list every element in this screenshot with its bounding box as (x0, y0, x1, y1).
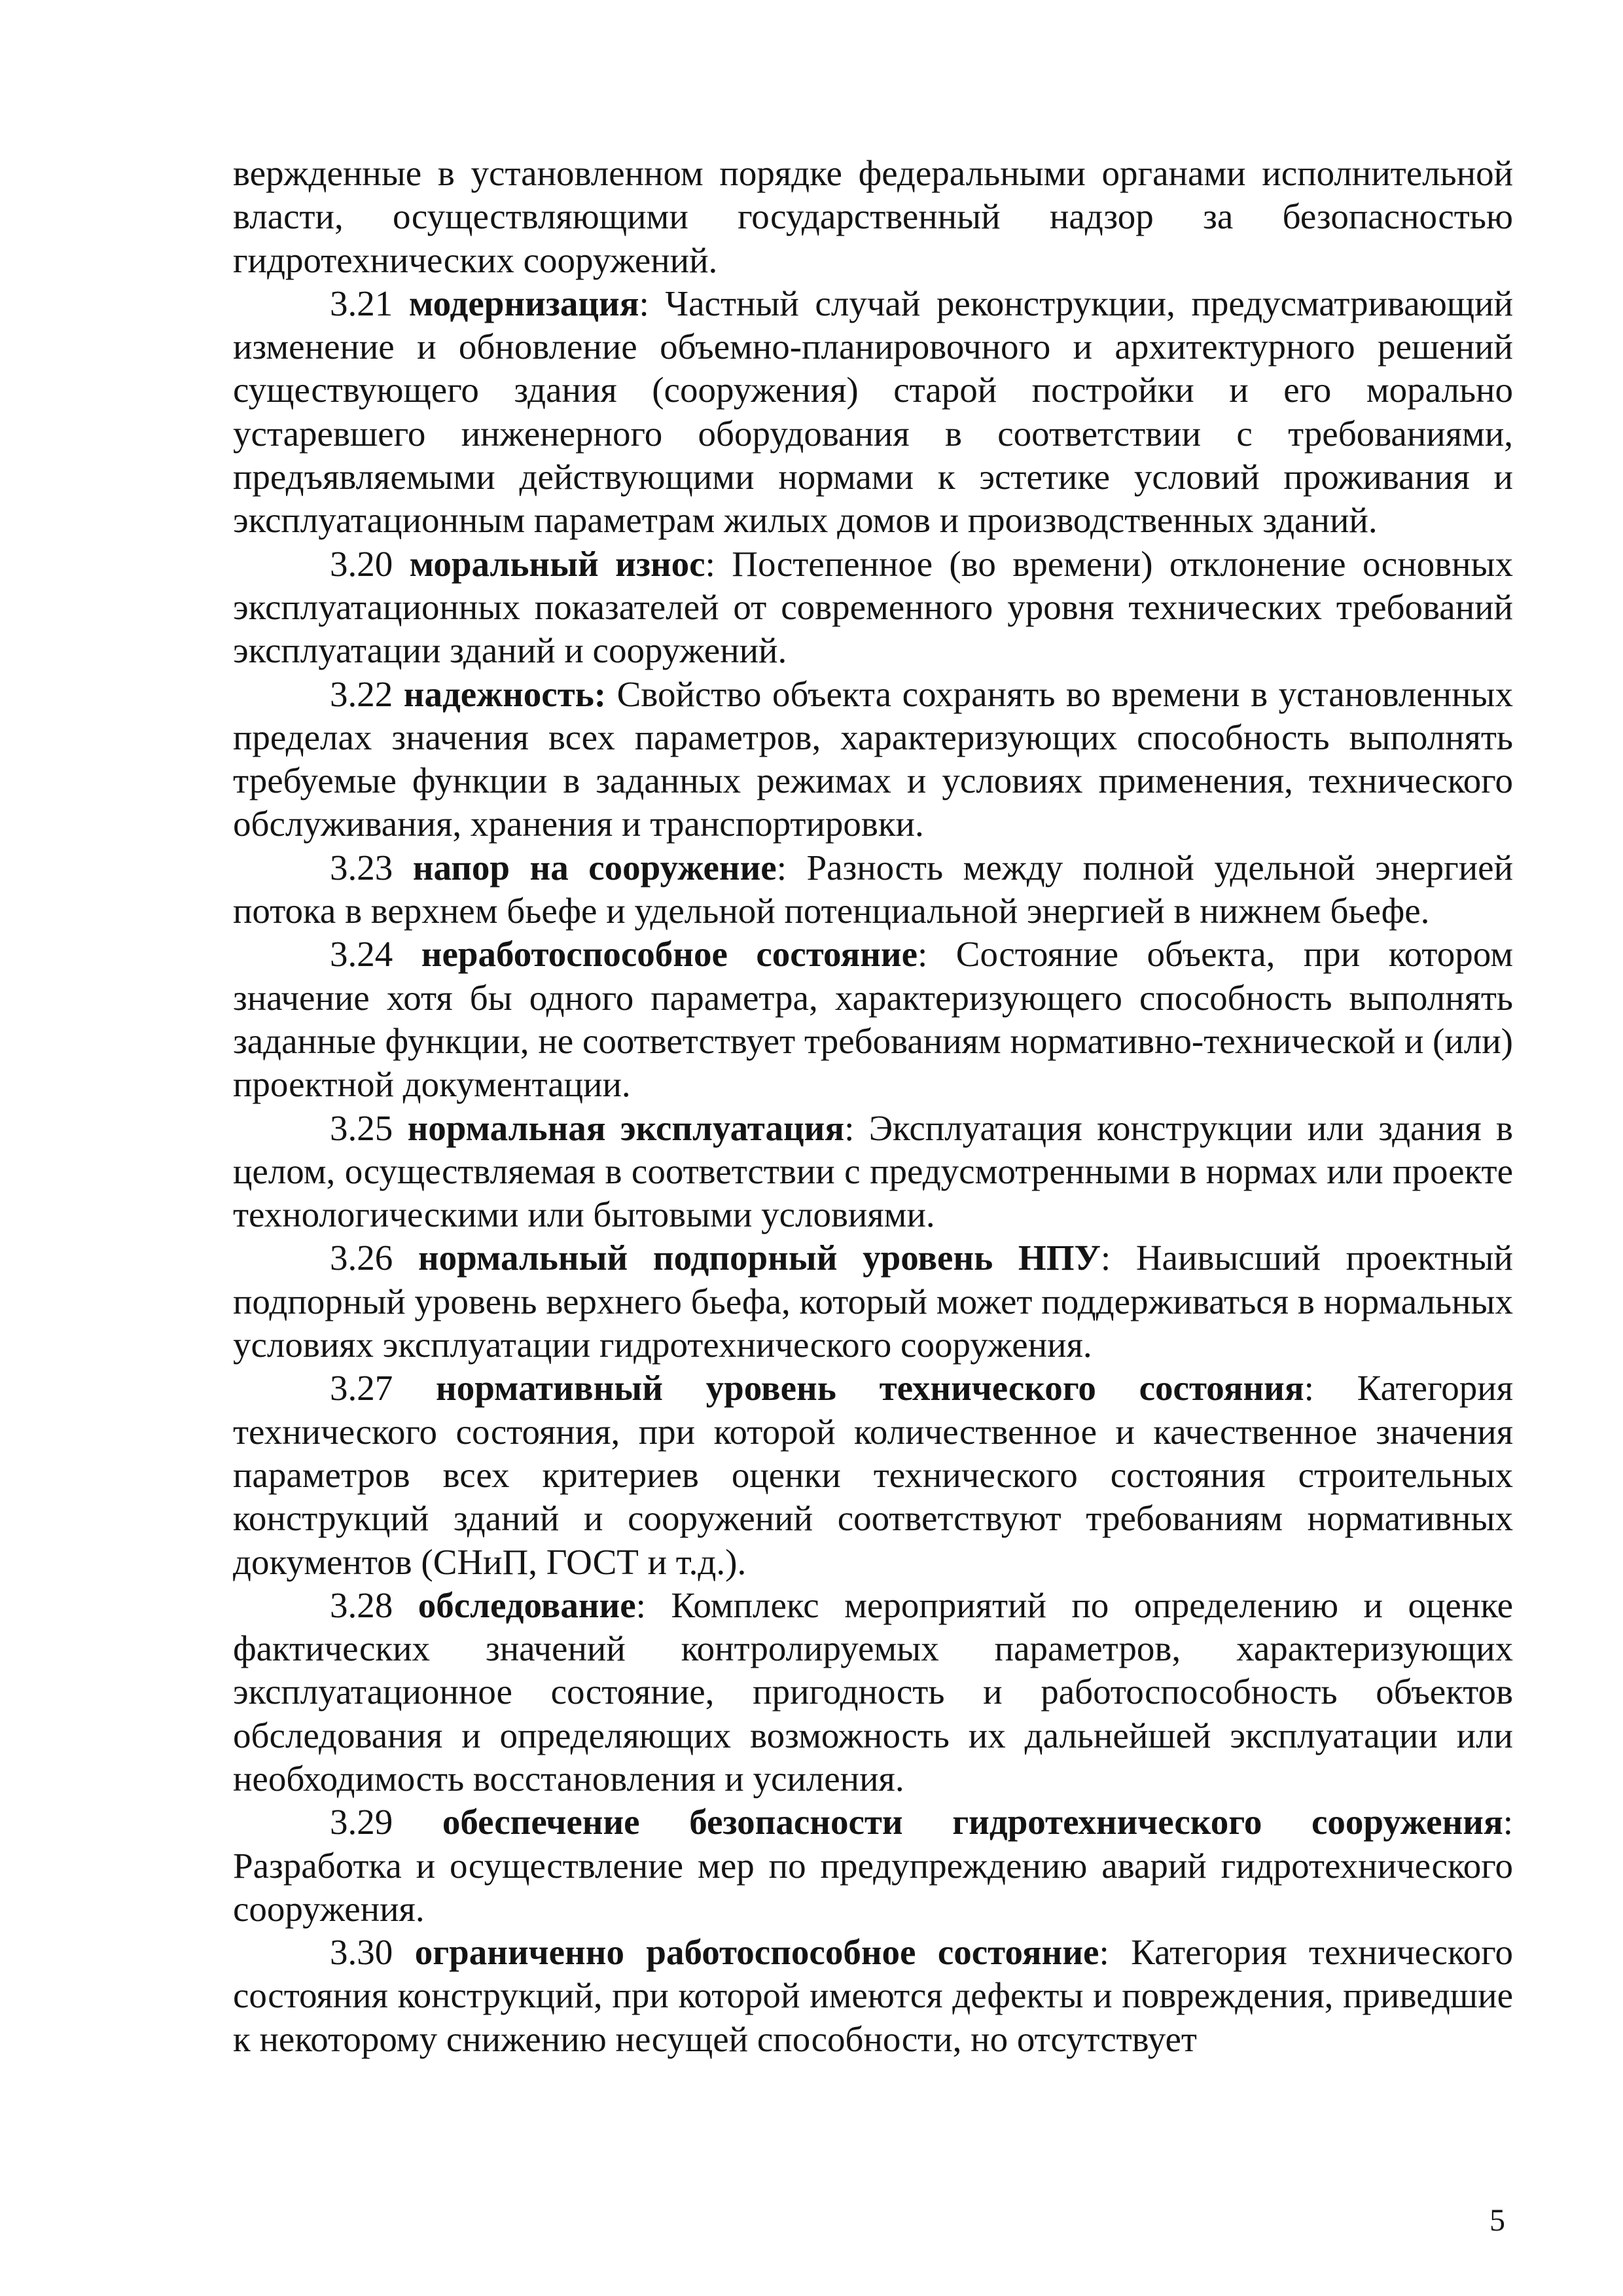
entry-definition: Частный случай реконструкции, предусматривающий изменение и обновление объемно-планировочного и архитектурного решений существующего здания (сооружения) старой постройки и его морально устаревшего инженерного оборудования в соответствии с требованиями, предъявляемыми действующими нормами к эстетике условий проживания и эксплуатационным параметрам жилых домов и производственных зданий. (233, 283, 1514, 541)
entry-number: 3.24 (330, 934, 393, 975)
entry-definition: Свойство объекта сохранять во времени в установленных пределах значения всех параметров, характеризующих способность выполнять требуемые функции в заданных режимах и условиях применения, технического обслуживания, хранения и транспортировки. (233, 673, 1513, 844)
entry-term: напор на сооружение (412, 847, 777, 888)
entry-number: 3.25 (330, 1107, 393, 1148)
continuation-paragraph: вержденные в установленном порядке федеральными органами исполнительной власти, осуществляющими государственный надзор за безопасностью гидротехнических сооружений. (233, 153, 1513, 280)
entry-definition: Состояние объекта, при котором значение хотя бы одного параметра, характеризующего способность выполнять заданные функции, не соответствует требованиям нормативно-технической и (или) проектной документации. (233, 934, 1514, 1105)
entry-number: 3.21 (330, 283, 393, 323)
entry-definition: Эксплуатация конструкции или здания в целом, осуществляемая в соответствии с предусмотренными в нормах или проекте технологическими или бытовыми условиями. (233, 1107, 1514, 1235)
entry-term: модернизация (408, 283, 639, 323)
entry-term: неработоспособное состояние (421, 934, 918, 975)
entry-definition: Разность между полной удельной энергией потока в верхнем бьефе и удельной потенциальной энергией в нижнем бьефе. (233, 847, 1514, 931)
term-entry-3-28 (233, 1584, 1513, 1801)
term-entry-3-21 (233, 282, 1513, 543)
term-entry-3-26 (233, 1236, 1513, 1367)
term-entry-3-24 (233, 933, 1513, 1106)
term-entry-3-30 (233, 1931, 1513, 2061)
entry-term: нормальная эксплуатация (407, 1107, 845, 1148)
term-entry-3-23 (233, 846, 1513, 933)
entry-definition: Наивысший проектный подпорный уровень верхнего бьефа, который может поддерживаться в нормальных условиях эксплуатации гидротехнического сооружения. (233, 1238, 1513, 1365)
entry-number: 3.30 (330, 1932, 393, 1973)
term-entry-3-29 (233, 1801, 1513, 1931)
entry-definition: Разработка и осуществление мер по предупреждению аварий гидротехнического сооружения. (233, 1845, 1513, 1929)
entry-definition: Постепенное (во времени) отклонение основных эксплуатационных показателей от современного уровня технических требований эксплуатации зданий и сооружений. (233, 543, 1514, 671)
term-entry-3-25 (233, 1107, 1513, 1237)
entry-term: надежность: (403, 673, 607, 714)
term-entry-3-20 (233, 543, 1513, 673)
entry-separator: : (1503, 1802, 1513, 1842)
entry-separator: : (776, 847, 787, 888)
entry-definition: Категория технического состояния, при которой количественное и качественное значения параметров всех критериев оценки технического состояния строительных конструкций зданий и сооружений соответствуют требованиям нормативных документов (СНиП, ГОСТ и т.д.). (233, 1368, 1513, 1582)
document-body (233, 152, 1513, 2061)
entry-term: нормальный подпорный уровень НПУ (418, 1238, 1101, 1278)
entry-separator: : (918, 934, 928, 975)
entry-number: 3.28 (330, 1585, 393, 1625)
entry-separator: : (844, 1107, 855, 1148)
entry-number: 3.29 (330, 1802, 393, 1842)
term-entry-3-27 (233, 1367, 1513, 1583)
term-entry-3-22 (233, 673, 1513, 846)
entry-separator: : (1304, 1368, 1314, 1408)
entry-definition: Комплекс мероприятий по определению и оценке фактических значений контролируемых параметров, характеризующих эксплуатационное состояние, пригодность и работоспособность объектов обследования и определяющих возможность их дальнейшей эксплуатации или необходимость восстановления и усиления. (233, 1585, 1513, 1799)
entry-number: 3.22 (330, 673, 393, 714)
entry-term: нормативный уровень технического состояния (436, 1368, 1304, 1408)
entry-number: 3.20 (330, 543, 393, 584)
entry-number: 3.26 (330, 1238, 393, 1278)
entry-term: моральный износ (409, 543, 705, 584)
entry-term: ограниченно работоспособное состояние (414, 1932, 1099, 1973)
entry-separator: : (635, 1585, 646, 1625)
entry-separator: : (705, 543, 715, 584)
page-number: 5 (1489, 2203, 1505, 2238)
entry-separator: : (639, 283, 649, 323)
entry-separator: : (1099, 1932, 1109, 1973)
entry-separator: : (1100, 1238, 1111, 1278)
entry-term: обследование (418, 1585, 636, 1625)
entry-number: 3.27 (330, 1368, 393, 1408)
entry-definition: Категория технического состояния конструкций, при которой имеются дефекты и повреждения, приведшие к некоторому снижению несущей способности, но отсутствует (233, 1932, 1513, 2059)
entry-number: 3.23 (330, 847, 393, 888)
entry-term: обеспечение безопасности гидротехнического сооружения (442, 1802, 1503, 1842)
